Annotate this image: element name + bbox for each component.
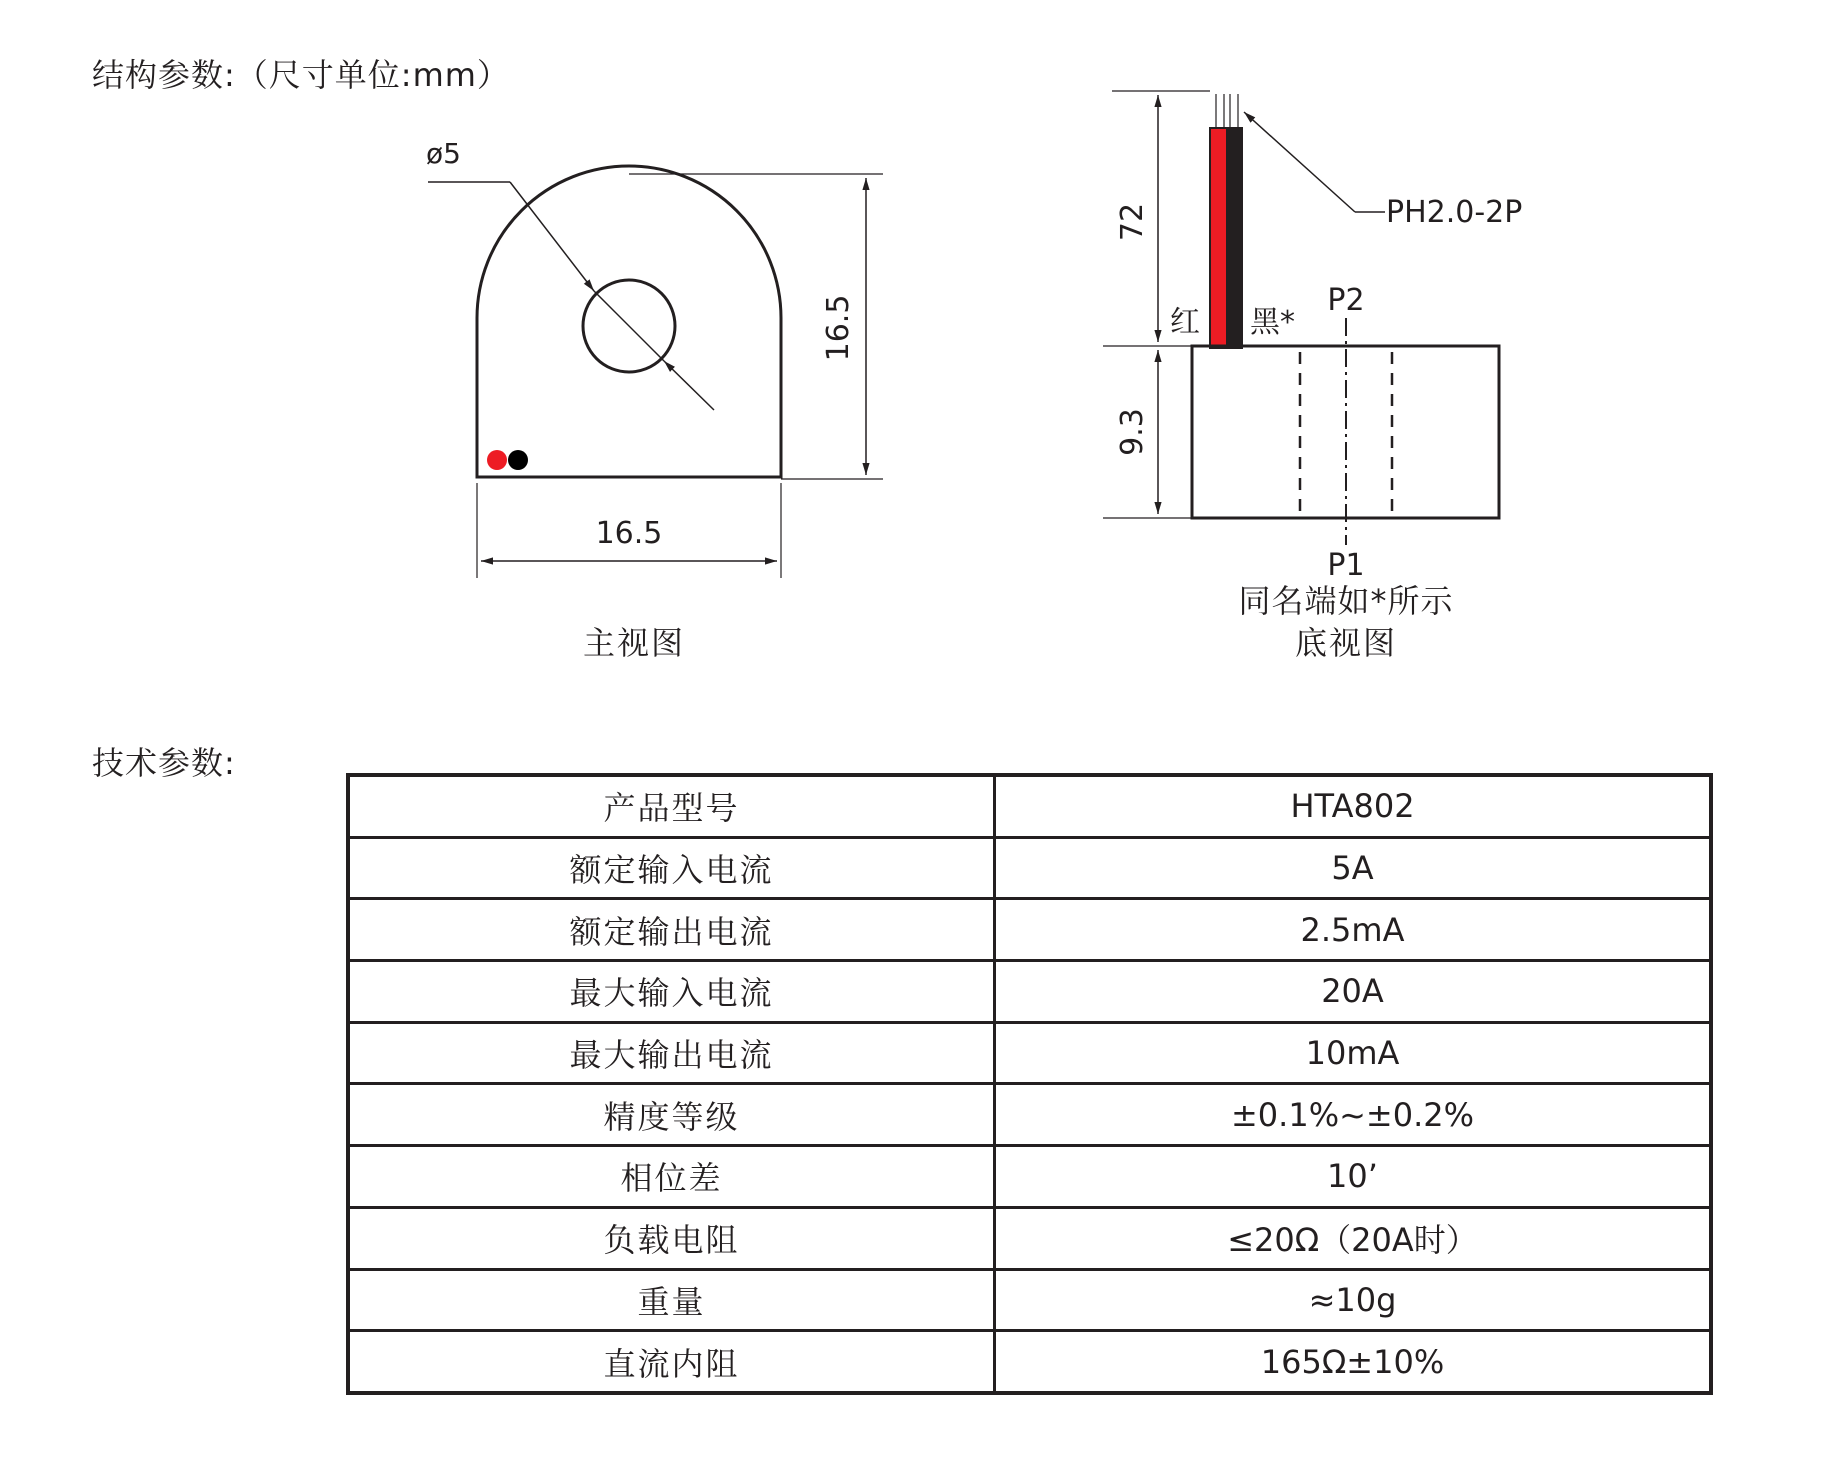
p2-label: P2: [1327, 283, 1365, 318]
parameter-label: 精度等级: [348, 1084, 995, 1146]
black-wire-label: 黑*: [1250, 305, 1295, 340]
table-row: [348, 775, 1711, 837]
black-wire: [1226, 128, 1242, 348]
table-row: [348, 1331, 1711, 1393]
parameter-label: 产品型号: [348, 775, 995, 837]
technical-heading: 技术参数:: [92, 744, 236, 782]
parameter-label: 额定输入电流: [348, 837, 995, 899]
table-row: [348, 899, 1711, 961]
technical-parameters-table: [346, 773, 1713, 1395]
height-label: 16.5: [821, 294, 856, 362]
table-row: [348, 1084, 1711, 1146]
parameter-value: ±0.1%~±0.2%: [995, 1084, 1712, 1146]
parameter-value: 5A: [995, 837, 1712, 899]
black-terminal-dot: [508, 450, 528, 470]
parameter-label: 重量: [348, 1269, 995, 1331]
parameter-label: 额定输出电流: [348, 899, 995, 961]
parameter-label: 负载电阻: [348, 1207, 995, 1269]
bottom-view-caption: 底视图: [1294, 624, 1398, 662]
table-row: [348, 961, 1711, 1023]
table-row: [348, 1207, 1711, 1269]
parameter-value: HTA802: [995, 775, 1712, 837]
parameter-value: 10mA: [995, 1022, 1712, 1084]
front-view-body-outline: [477, 166, 781, 477]
bottom-view: [1103, 91, 1522, 662]
table-row: [348, 1269, 1711, 1331]
parameter-label: 最大输入电流: [348, 961, 995, 1023]
front-view-caption: 主视图: [582, 624, 686, 662]
width-label: 16.5: [595, 516, 663, 551]
body-height-label: 9.3: [1115, 408, 1150, 456]
red-wire: [1210, 128, 1226, 348]
front-view: [426, 137, 883, 662]
p1-label: P1: [1327, 548, 1365, 583]
parameter-value: ≈10g: [995, 1269, 1712, 1331]
structure-heading: 结构参数:（尺寸单位:mm）: [92, 56, 510, 94]
parameter-label: 最大输出电流: [348, 1022, 995, 1084]
parameter-value: 10’: [995, 1146, 1712, 1208]
parameter-value: 2.5mA: [995, 899, 1712, 961]
table-row: [348, 837, 1711, 899]
connector-leader: [1244, 112, 1355, 212]
polarity-note: 同名端如*所示: [1238, 582, 1454, 620]
structure-drawing: [0, 0, 1823, 700]
table-row: [348, 1022, 1711, 1084]
red-wire-label: 红: [1170, 305, 1200, 340]
parameter-value: 165Ω±10%: [995, 1331, 1712, 1393]
parameter-value: ≤20Ω（20A时）: [995, 1207, 1712, 1269]
table-row: [348, 1146, 1711, 1208]
parameter-value: 20A: [995, 961, 1712, 1023]
hole-diameter-label: ø5: [426, 137, 461, 170]
parameter-label: 直流内阻: [348, 1331, 995, 1393]
parameter-label: 相位差: [348, 1146, 995, 1208]
red-terminal-dot: [487, 450, 507, 470]
lead-length-label: 72: [1115, 202, 1150, 242]
bottom-view-body: [1192, 346, 1499, 518]
connector-label: PH2.0-2P: [1386, 195, 1523, 230]
